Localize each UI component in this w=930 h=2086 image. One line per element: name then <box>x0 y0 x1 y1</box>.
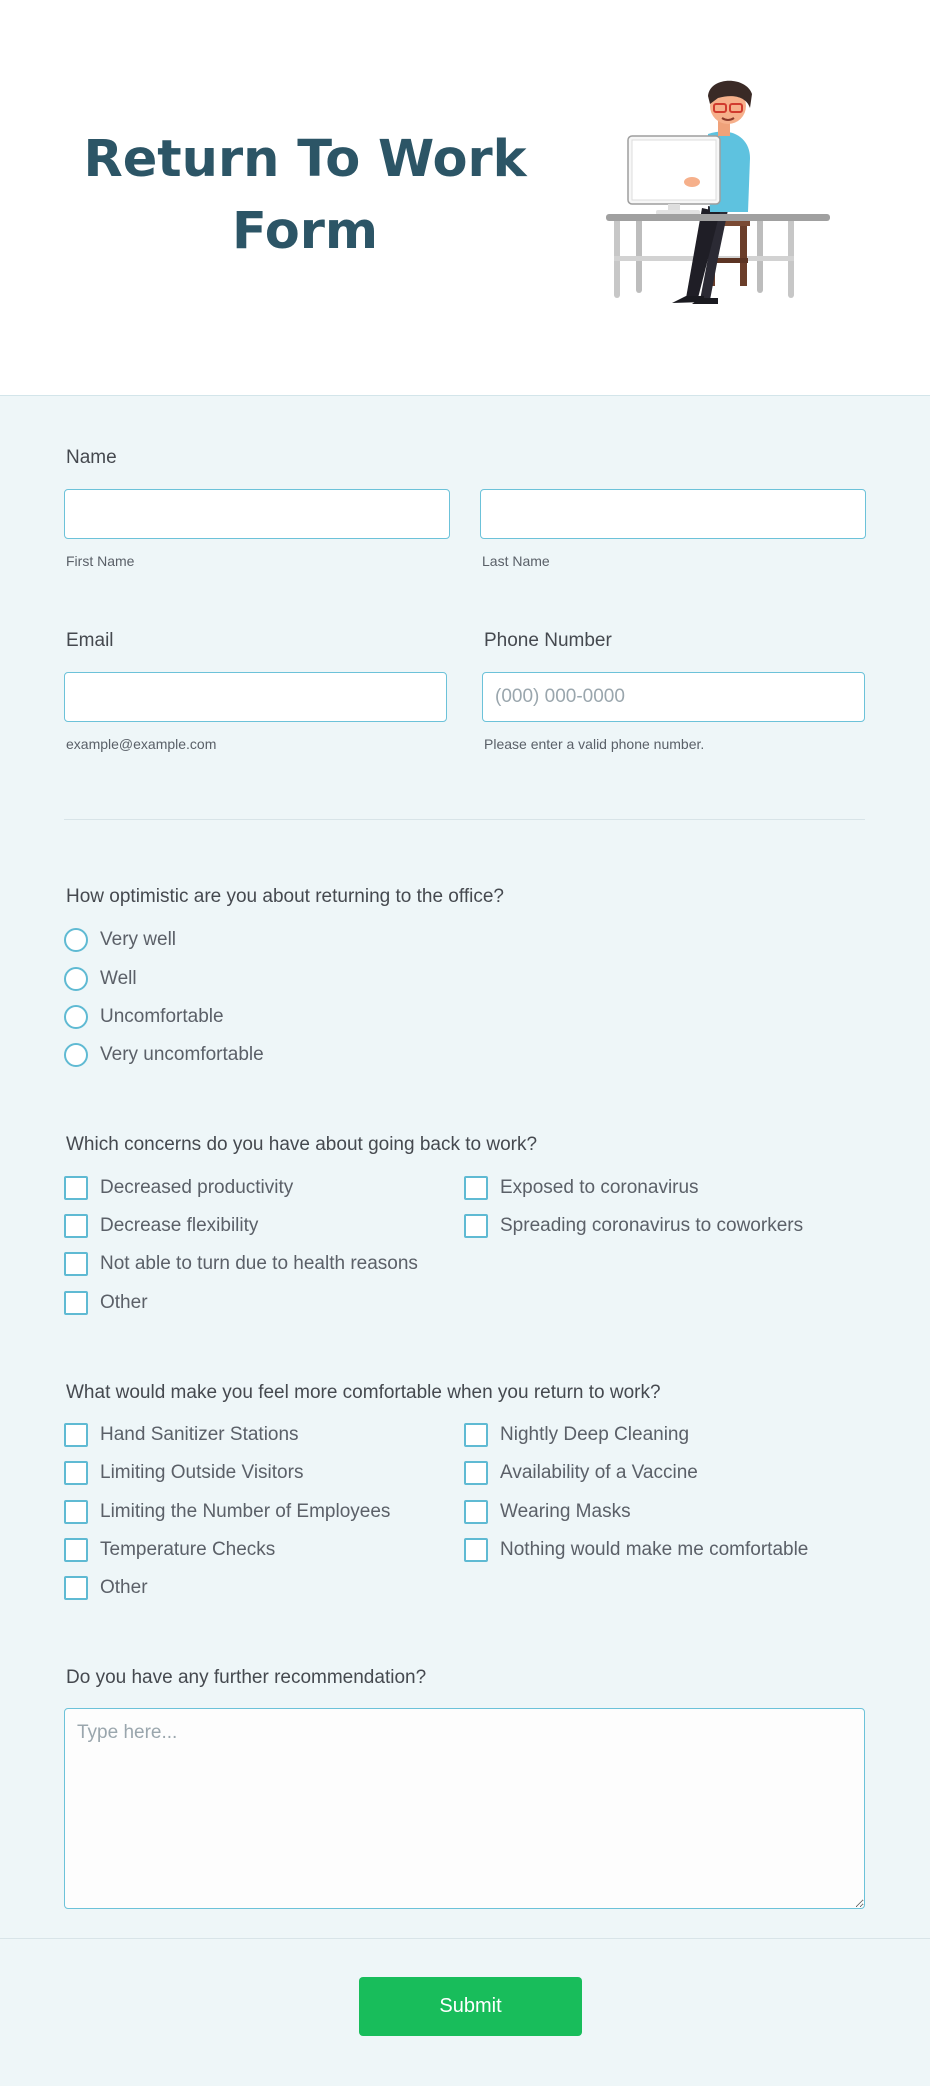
email-label: Email <box>66 630 114 651</box>
person-at-computer-icon <box>600 78 840 318</box>
comfort-option[interactable] <box>64 1576 148 1600</box>
option-label: Other <box>100 1577 148 1598</box>
option-label: Nightly Deep Cleaning <box>500 1424 690 1445</box>
checkbox-icon[interactable] <box>64 1214 88 1238</box>
checkbox-icon[interactable] <box>64 1291 88 1315</box>
checkbox-icon[interactable] <box>64 1252 88 1276</box>
comfort-option[interactable] <box>464 1538 808 1562</box>
option-label: Well <box>100 968 137 989</box>
optimism-option[interactable] <box>64 967 137 991</box>
concerns-option[interactable] <box>64 1252 418 1276</box>
checkbox-icon[interactable] <box>464 1538 488 1562</box>
option-label: Limiting Outside Visitors <box>100 1462 304 1483</box>
option-label: Decrease flexibility <box>100 1215 259 1236</box>
option-label: Other <box>100 1292 148 1313</box>
form-title-line-1: Return To Work <box>83 130 527 189</box>
concerns-option[interactable] <box>464 1214 803 1238</box>
comfort-option[interactable] <box>464 1500 631 1524</box>
option-label: Exposed to coronavirus <box>500 1177 699 1198</box>
name-label: Name <box>66 447 117 468</box>
phone-label: Phone Number <box>484 630 612 651</box>
radio-icon[interactable] <box>64 1043 88 1067</box>
concerns-option[interactable] <box>64 1291 148 1315</box>
recommendation-question: Do you have any further recommendation? <box>66 1667 427 1688</box>
last-name-sublabel: Last Name <box>482 553 550 569</box>
checkbox-icon[interactable] <box>64 1500 88 1524</box>
section-divider <box>64 819 865 820</box>
concerns-option[interactable] <box>64 1214 258 1238</box>
option-label: Nothing would make me comfortable <box>500 1539 809 1560</box>
option-label: Decreased productivity <box>100 1177 294 1198</box>
option-label: Temperature Checks <box>100 1539 276 1560</box>
radio-icon[interactable] <box>64 1005 88 1029</box>
comfort-option[interactable] <box>64 1423 299 1447</box>
option-label: Hand Sanitizer Stations <box>100 1424 299 1445</box>
checkbox-icon[interactable] <box>464 1214 488 1238</box>
checkbox-icon[interactable] <box>64 1176 88 1200</box>
concerns-option[interactable] <box>464 1176 699 1200</box>
option-label: Uncomfortable <box>100 1006 224 1027</box>
comfort-option[interactable] <box>64 1500 390 1524</box>
comfort-option[interactable] <box>464 1423 689 1447</box>
option-label: Not able to turn due to health reasons <box>100 1253 418 1274</box>
form-header <box>0 0 930 396</box>
option-label: Very well <box>100 929 177 950</box>
email-input[interactable] <box>64 672 447 722</box>
radio-icon[interactable] <box>64 928 88 952</box>
optimism-option[interactable] <box>64 1043 264 1067</box>
checkbox-icon[interactable] <box>464 1500 488 1524</box>
checkbox-icon[interactable] <box>64 1461 88 1485</box>
recommendation-textarea[interactable] <box>64 1708 865 1909</box>
first-name-input[interactable] <box>64 489 450 539</box>
comfort-option[interactable] <box>464 1461 698 1485</box>
first-name-sublabel: First Name <box>66 553 135 569</box>
option-label: Very uncomfortable <box>100 1044 264 1065</box>
submit-button[interactable]: Submit <box>359 1977 582 2036</box>
phone-input[interactable] <box>482 672 865 722</box>
concerns-option[interactable] <box>64 1176 293 1200</box>
optimism-option[interactable] <box>64 928 176 952</box>
option-label: Spreading coronavirus to coworkers <box>500 1215 804 1236</box>
checkbox-icon[interactable] <box>64 1576 88 1600</box>
optimism-question: How optimistic are you about returning to the office? <box>66 886 504 907</box>
checkbox-icon[interactable] <box>64 1538 88 1562</box>
option-label: Wearing Masks <box>500 1501 631 1522</box>
checkbox-icon[interactable] <box>464 1176 488 1200</box>
checkbox-icon[interactable] <box>464 1423 488 1447</box>
radio-icon[interactable] <box>64 967 88 991</box>
option-label: Availability of a Vaccine <box>500 1462 698 1483</box>
comfort-question: What would make you feel more comfortable when you return to work? <box>66 1382 661 1403</box>
checkbox-icon[interactable] <box>64 1423 88 1447</box>
last-name-input[interactable] <box>480 489 866 539</box>
option-label: Limiting the Number of Employees <box>100 1501 391 1522</box>
comfort-option[interactable] <box>64 1461 303 1485</box>
comfort-option[interactable] <box>64 1538 275 1562</box>
form-title-line-2: Form <box>231 202 379 261</box>
phone-sublabel: Please enter a valid phone number. <box>484 736 705 752</box>
email-sublabel: example@example.com <box>66 736 217 752</box>
footer-divider <box>0 1938 930 1939</box>
form-title <box>80 124 530 268</box>
checkbox-icon[interactable] <box>464 1461 488 1485</box>
optimism-option[interactable] <box>64 1005 224 1029</box>
concerns-question: Which concerns do you have about going back to work? <box>66 1134 538 1155</box>
